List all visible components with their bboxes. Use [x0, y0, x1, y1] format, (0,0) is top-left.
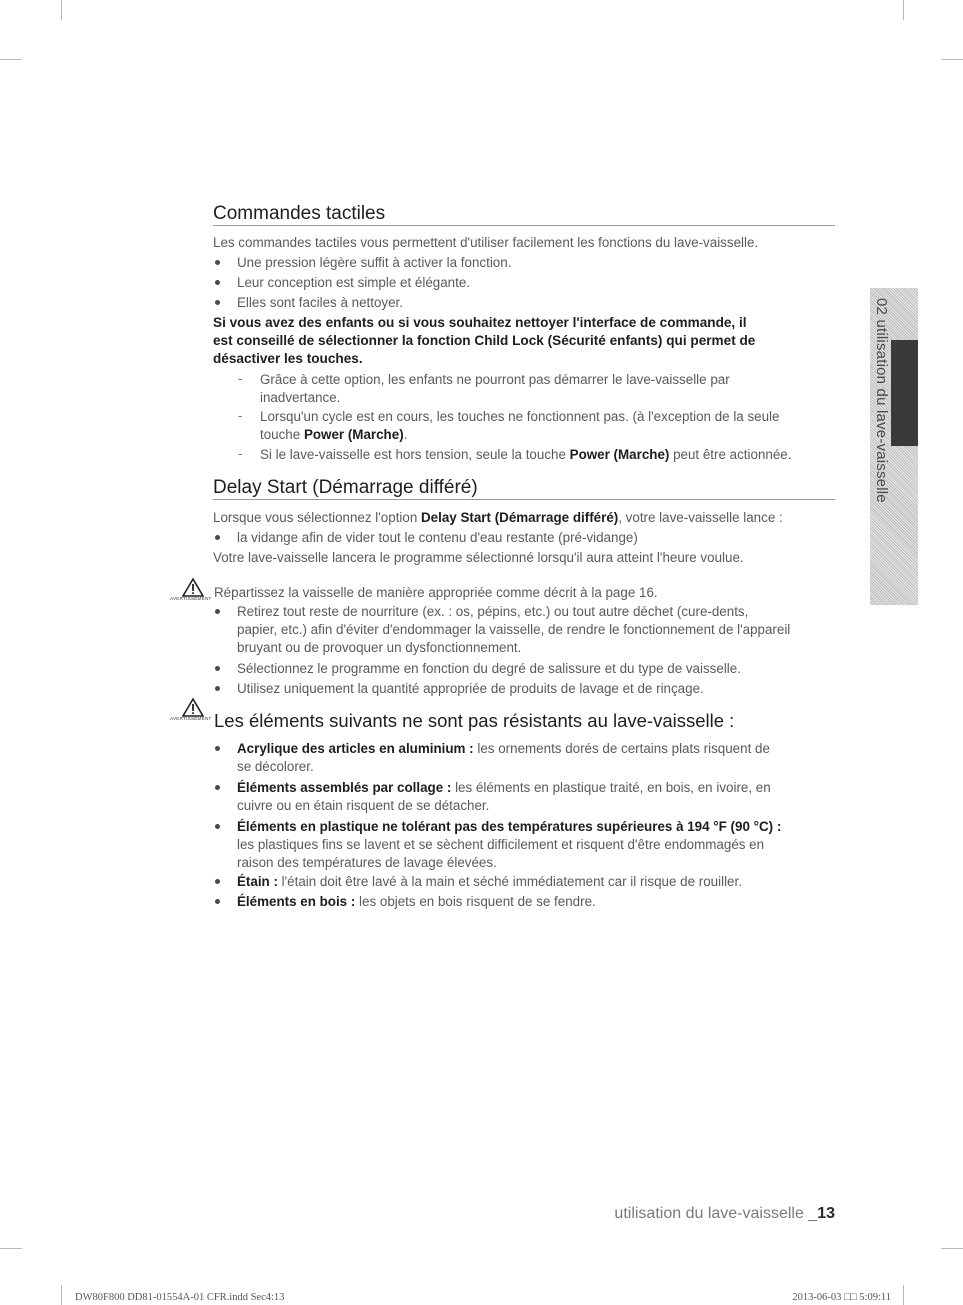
child-lock-note: est conseillé de sélectionner la fonction Child Lock (Sécurité enfants) qui permet de — [213, 333, 756, 348]
intro-text — [213, 509, 783, 526]
crop-mark — [903, 1285, 904, 1305]
intro-part: Lorsque vous sélectionnez l'option — [213, 510, 422, 525]
bullet-text — [237, 740, 770, 757]
dash-text-part: peut être actionnée. — [669, 447, 792, 462]
crop-mark — [61, 0, 62, 20]
bullet-dot — [215, 899, 220, 904]
item-label: Acrylique des articles en aluminium : — [237, 741, 474, 756]
bullet-text: bruyant ou de provoquer un dysfonctionnement. — [237, 640, 522, 655]
bullet-dot — [215, 280, 220, 285]
warning-label: AVERTISSEMENT — [170, 596, 212, 601]
crop-mark — [941, 1248, 963, 1249]
section-rule — [213, 225, 835, 226]
bullet-dot — [215, 666, 220, 671]
bullet-text: raison des températures de lavage élevées. — [237, 855, 497, 870]
bullet-text — [237, 873, 742, 890]
bullet-dot — [215, 300, 220, 305]
crop-mark — [941, 59, 963, 60]
bullet-text: Sélectionnez le programme en fonction du degré de salissure et du type de vaisselle. — [237, 661, 741, 676]
bullet-dot — [215, 686, 220, 691]
bullet-text: cuivre ou en étain risquent de se détacher. — [237, 798, 490, 813]
bullet-text — [237, 893, 596, 910]
chapter-tab-marker — [891, 340, 918, 446]
bullet-text: Une pression légère suffit à activer la fonction. — [237, 255, 512, 270]
intro-part: , votre lave-vaisselle lance : — [618, 510, 783, 525]
crop-mark — [903, 0, 904, 20]
dash-marker: - — [238, 408, 243, 423]
bullet-dot — [215, 785, 220, 790]
bullet-dot — [215, 535, 220, 540]
item-text: l'étain doit être lavé à la main et séché immédiatement car il risque de rouiller. — [277, 874, 742, 889]
delay-start-label: Delay Start (Démarrage différé) — [421, 510, 619, 525]
item-label: Éléments en plastique ne tolérant pas des températures supérieures à 194 °F (90 °C) : — [237, 819, 782, 834]
bullet-text — [237, 818, 781, 835]
intro-text: Les commandes tactiles vous permettent d'utiliser facilement les fonctions du lave-vaisselle. — [213, 235, 759, 250]
crop-mark — [0, 59, 22, 60]
item-label: Éléments assemblés par collage : — [237, 780, 452, 795]
bullet-text: Retirez tout reste de nourriture (ex. : os, pépins, etc.) ou tout autre déchet (cure-dents, — [237, 604, 749, 619]
dash-text — [260, 446, 791, 463]
page-footer — [614, 1205, 835, 1223]
crop-mark — [0, 1248, 22, 1249]
not-dishwasher-safe-title: Les éléments suivants ne sont pas résistants au lave-vaisselle : — [214, 710, 735, 731]
item-text: les éléments en plastique traité, en bois, en ivoire, en — [451, 780, 771, 795]
dash-text-part: Si le lave-vaisselle est hors tension, seule la touche — [260, 447, 570, 462]
section-title-delay-start: Delay Start (Démarrage différé) — [213, 477, 478, 498]
item-text: les objets en bois risquent de se fendre. — [355, 894, 596, 909]
bullet-text: Leur conception est simple et élégante. — [237, 275, 470, 290]
crop-mark — [61, 1285, 62, 1305]
warning-text: Répartissez la vaisselle de manière appropriée comme décrit à la page 16. — [214, 585, 658, 600]
page-number: 13 — [817, 1205, 835, 1222]
power-key-label: Power (Marche) — [303, 427, 404, 442]
dash-text: Grâce à cette option, les enfants ne pourront pas démarrer le lave-vaisselle par — [260, 372, 730, 387]
bullet-text: Utilisez uniquement la quantité appropriée de produits de lavage et de rinçage. — [237, 681, 704, 696]
power-key-label: Power (Marche) — [569, 447, 670, 462]
bullet-text: les plastiques fins se lavent et se sèchent difficilement et risquent d'être endommagés en — [237, 837, 765, 852]
footer-text: utilisation du lave-vaisselle _ — [614, 1205, 818, 1222]
bullet-dot — [215, 824, 220, 829]
dash-text-part: . — [403, 427, 408, 442]
bullet-text: se décolorer. — [237, 759, 314, 774]
print-slug-left: DW80F800 DD81-01554A-01 CFR.indd Sec4:13 — [75, 1292, 285, 1303]
item-text: les ornements dorés de certains plats risquent de — [473, 741, 770, 756]
bullet-text: papier, etc.) afin d'éviter d'endommager la vaisselle, de rendre le fonctionnement de l'appareil — [237, 622, 791, 637]
dash-text: Lorsqu'un cycle est en cours, les touches ne fonctionnent pas. (à l'exception de la seule — [260, 409, 780, 424]
warning-label: AVERTISSEMENT — [170, 716, 212, 721]
warning-triangle-icon — [182, 578, 204, 597]
dash-marker: - — [238, 371, 243, 386]
chapter-tab-label: 02 utilisation du lave-vaisselle — [873, 298, 890, 503]
child-lock-note: Si vous avez des enfants ou si vous souhaitez nettoyer l'interface de commande, il — [213, 315, 747, 330]
bullet-dot — [215, 746, 220, 751]
dash-marker: - — [238, 446, 243, 461]
warning-triangle-icon — [182, 698, 204, 717]
section-title-touch-controls: Commandes tactiles — [213, 203, 386, 224]
item-label: Éléments en bois : — [237, 894, 356, 909]
bullet-text — [237, 779, 771, 796]
bullet-dot — [215, 260, 220, 265]
body-text: Votre lave-vaisselle lancera le programme sélectionné lorsqu'il aura atteint l'heure voulue. — [213, 550, 744, 565]
bullet-text: Elles sont faciles à nettoyer. — [237, 295, 403, 310]
print-slug-right: 2013-06-03 □□ 5:09:11 — [792, 1292, 891, 1303]
dash-text — [260, 426, 407, 443]
item-label: Étain : — [237, 874, 278, 889]
warning-icon — [170, 578, 216, 608]
bullet-dot — [215, 879, 220, 884]
bullet-dot — [215, 609, 220, 614]
dash-text: inadvertance. — [260, 390, 341, 405]
dash-text-part: touche — [260, 427, 304, 442]
bullet-text: la vidange afin de vider tout le contenu d'eau restante (pré-vidange) — [237, 530, 638, 545]
section-rule — [213, 499, 835, 500]
warning-icon — [170, 698, 216, 728]
child-lock-note: désactiver les touches. — [213, 351, 363, 366]
